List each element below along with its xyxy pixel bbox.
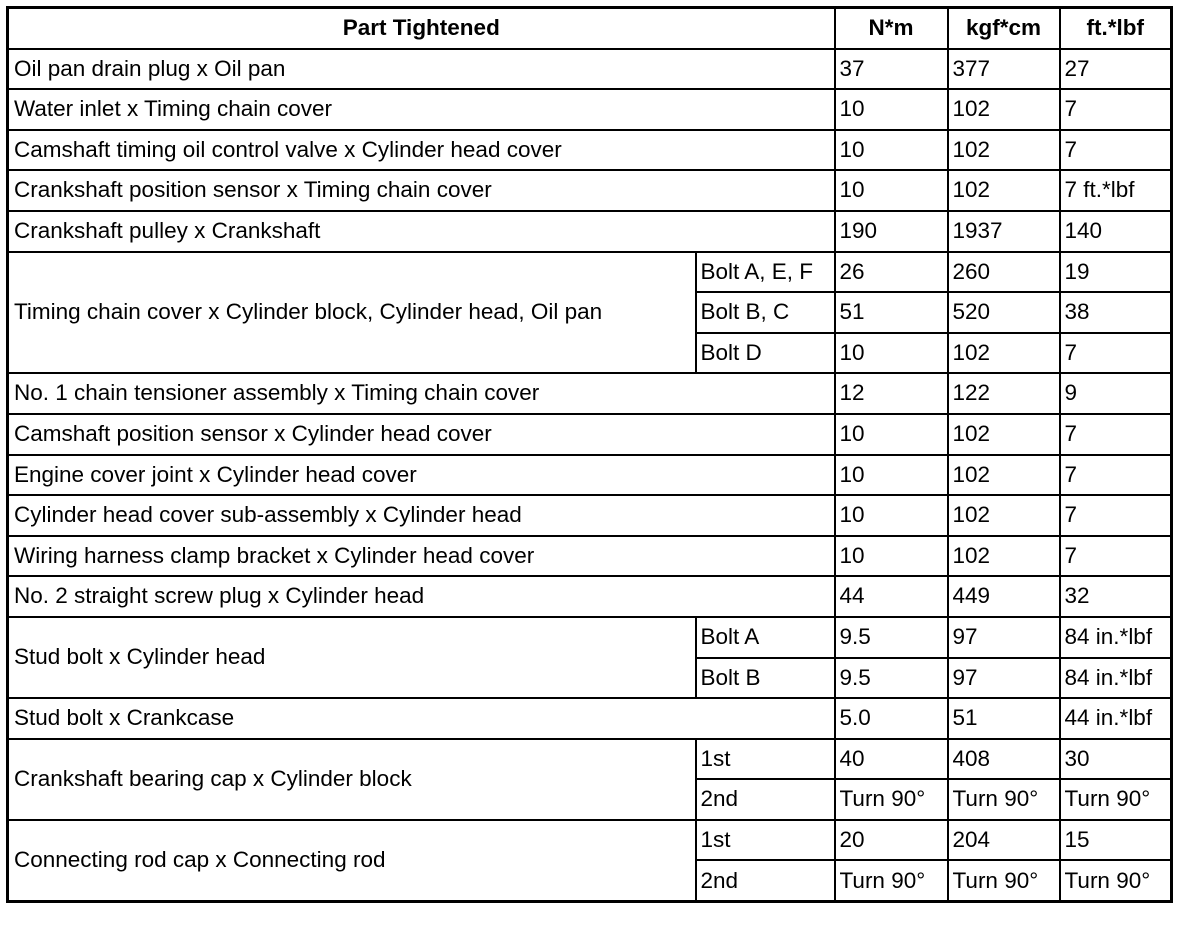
table-row: [8, 455, 1172, 496]
kgfcm-cell: 102: [948, 455, 1060, 496]
kgfcm-cell: 122: [948, 373, 1060, 414]
ftlbf-cell: 84 in.*lbf: [1060, 617, 1172, 658]
kgfcm-cell: 102: [948, 89, 1060, 130]
header-row: [8, 8, 1172, 49]
ftlbf-cell: 7: [1060, 414, 1172, 455]
header-ftlbf: ft.*lbf: [1060, 8, 1172, 49]
ftlbf-cell: 7: [1060, 455, 1172, 496]
nm-cell: 40: [835, 739, 948, 780]
nm-cell: 12: [835, 373, 948, 414]
nm-cell: 51: [835, 292, 948, 333]
part-cell: Crankshaft bearing cap x Cylinder block: [8, 739, 696, 820]
table-row: [8, 49, 1172, 90]
table-row: [8, 495, 1172, 536]
kgfcm-cell: Turn 90°: [948, 779, 1060, 820]
table-row: [8, 698, 1172, 739]
table-row: [8, 211, 1172, 252]
table-row: [8, 739, 1172, 780]
ftlbf-cell: 15: [1060, 820, 1172, 861]
condition-cell: Bolt B: [696, 658, 835, 699]
part-cell: No. 2 straight screw plug x Cylinder head: [8, 576, 835, 617]
ftlbf-cell: 7: [1060, 130, 1172, 171]
condition-cell: 1st: [696, 820, 835, 861]
nm-cell: 10: [835, 495, 948, 536]
kgfcm-cell: 1937: [948, 211, 1060, 252]
ftlbf-cell: 140: [1060, 211, 1172, 252]
ftlbf-cell: 7: [1060, 89, 1172, 130]
kgfcm-cell: 102: [948, 495, 1060, 536]
ftlbf-cell: 27: [1060, 49, 1172, 90]
kgfcm-cell: 102: [948, 414, 1060, 455]
kgfcm-cell: 408: [948, 739, 1060, 780]
part-cell: No. 1 chain tensioner assembly x Timing chain cover: [8, 373, 835, 414]
kgfcm-cell: 260: [948, 252, 1060, 293]
nm-cell: 10: [835, 170, 948, 211]
kgfcm-cell: Turn 90°: [948, 860, 1060, 901]
nm-cell: 44: [835, 576, 948, 617]
part-cell: Connecting rod cap x Connecting rod: [8, 820, 696, 902]
nm-cell: 10: [835, 333, 948, 374]
nm-cell: 20: [835, 820, 948, 861]
part-cell: Stud bolt x Crankcase: [8, 698, 835, 739]
part-cell: Cylinder head cover sub-assembly x Cylinder head: [8, 495, 835, 536]
ftlbf-cell: 30: [1060, 739, 1172, 780]
header-nm: N*m: [835, 8, 948, 49]
ftlbf-cell: 38: [1060, 292, 1172, 333]
ftlbf-cell: Turn 90°: [1060, 860, 1172, 901]
condition-cell: 1st: [696, 739, 835, 780]
kgfcm-cell: 102: [948, 130, 1060, 171]
table-header: [8, 8, 1172, 49]
kgfcm-cell: 97: [948, 617, 1060, 658]
kgfcm-cell: 97: [948, 658, 1060, 699]
table-body: [8, 49, 1172, 902]
ftlbf-cell: 44 in.*lbf: [1060, 698, 1172, 739]
table-row: [8, 576, 1172, 617]
condition-cell: Bolt A: [696, 617, 835, 658]
part-cell: Crankshaft pulley x Crankshaft: [8, 211, 835, 252]
nm-cell: 37: [835, 49, 948, 90]
nm-cell: Turn 90°: [835, 860, 948, 901]
ftlbf-cell: 9: [1060, 373, 1172, 414]
table-row: [8, 170, 1172, 211]
condition-cell: 2nd: [696, 860, 835, 901]
ftlbf-cell: 19: [1060, 252, 1172, 293]
table-row: [8, 252, 1172, 293]
kgfcm-cell: 520: [948, 292, 1060, 333]
header-part-tightened: Part Tightened: [8, 8, 835, 49]
part-cell: Crankshaft position sensor x Timing chain cover: [8, 170, 835, 211]
nm-cell: Turn 90°: [835, 779, 948, 820]
nm-cell: 10: [835, 536, 948, 577]
kgfcm-cell: 102: [948, 170, 1060, 211]
kgfcm-cell: 102: [948, 333, 1060, 374]
condition-cell: Bolt D: [696, 333, 835, 374]
table-row: [8, 373, 1172, 414]
kgfcm-cell: 51: [948, 698, 1060, 739]
part-cell: Stud bolt x Cylinder head: [8, 617, 696, 698]
kgfcm-cell: 102: [948, 536, 1060, 577]
nm-cell: 190: [835, 211, 948, 252]
ftlbf-cell: 7: [1060, 333, 1172, 374]
part-cell: Oil pan drain plug x Oil pan: [8, 49, 835, 90]
part-cell: Wiring harness clamp bracket x Cylinder head cover: [8, 536, 835, 577]
nm-cell: 9.5: [835, 658, 948, 699]
torque-spec-table: [6, 6, 1173, 903]
condition-cell: 2nd: [696, 779, 835, 820]
table-row: [8, 617, 1172, 658]
table-row: [8, 130, 1172, 171]
table-row: [8, 414, 1172, 455]
ftlbf-cell: 7: [1060, 536, 1172, 577]
part-cell: Timing chain cover x Cylinder block, Cylinder head, Oil pan: [8, 252, 696, 374]
part-cell: Water inlet x Timing chain cover: [8, 89, 835, 130]
nm-cell: 10: [835, 130, 948, 171]
table-row: [8, 89, 1172, 130]
nm-cell: 9.5: [835, 617, 948, 658]
part-cell: Camshaft timing oil control valve x Cylinder head cover: [8, 130, 835, 171]
ftlbf-cell: 32: [1060, 576, 1172, 617]
condition-cell: Bolt B, C: [696, 292, 835, 333]
nm-cell: 26: [835, 252, 948, 293]
kgfcm-cell: 204: [948, 820, 1060, 861]
nm-cell: 10: [835, 455, 948, 496]
condition-cell: Bolt A, E, F: [696, 252, 835, 293]
part-cell: Camshaft position sensor x Cylinder head cover: [8, 414, 835, 455]
kgfcm-cell: 449: [948, 576, 1060, 617]
ftlbf-cell: Turn 90°: [1060, 779, 1172, 820]
ftlbf-cell: 7 ft.*lbf: [1060, 170, 1172, 211]
nm-cell: 10: [835, 414, 948, 455]
nm-cell: 10: [835, 89, 948, 130]
ftlbf-cell: 7: [1060, 495, 1172, 536]
header-kgfcm: kgf*cm: [948, 8, 1060, 49]
ftlbf-cell: 84 in.*lbf: [1060, 658, 1172, 699]
nm-cell: 5.0: [835, 698, 948, 739]
part-cell: Engine cover joint x Cylinder head cover: [8, 455, 835, 496]
table-row: [8, 820, 1172, 861]
table-row: [8, 536, 1172, 577]
kgfcm-cell: 377: [948, 49, 1060, 90]
